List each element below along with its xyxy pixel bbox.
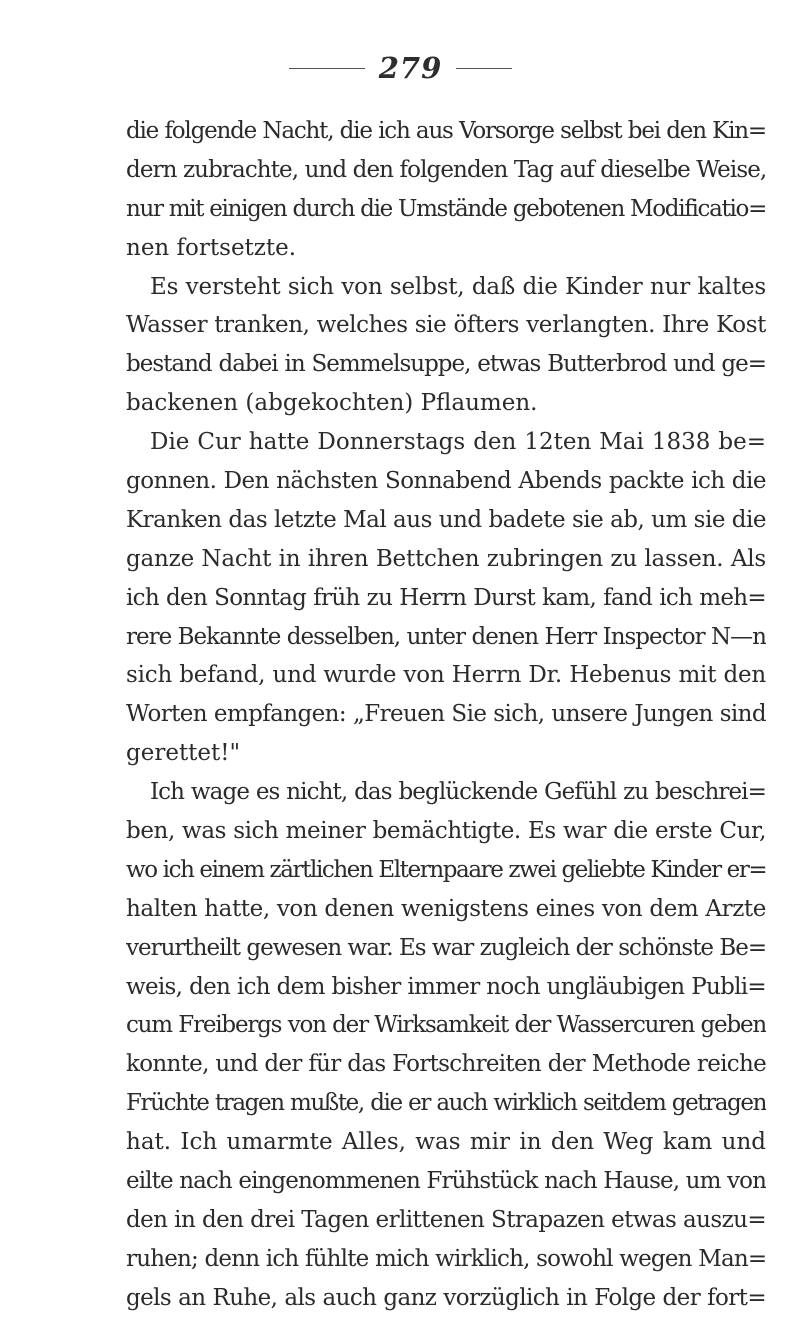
- text-line: den in den drei Tagen erlittenen Strapazen etwas auszu=: [126, 1206, 766, 1233]
- text-line: rere Bekannte desselben, unter denen Herr Inspector N—n: [126, 623, 766, 650]
- text-line: die folgende Nacht, die ich aus Vorsorge selbst bei den Kin=: [126, 118, 766, 144]
- text-line: backenen (abgekochten) Pflaumen.: [126, 390, 538, 417]
- text-line: halten hatte, von denen wenigstens eines von dem Arzte: [126, 895, 766, 922]
- text-line: sich befand, und wurde von Herrn Dr. Hebenus mit den: [126, 662, 766, 689]
- text-line: ich den Sonntag früh zu Herrn Durst kam, fand ich meh=: [126, 584, 766, 611]
- header-rule-left: [289, 68, 365, 69]
- text-line: cum Freibergs von der Wirksamkeit der Wassercuren geben: [126, 1012, 766, 1039]
- text-line: eilte nach eingenommenen Frühstück nach Hause, um von: [126, 1168, 766, 1195]
- text-line: wo ich einem zärtlichen Elternpaare zwei geliebte Kinder er=: [126, 856, 766, 883]
- text-line: Die Cur hatte Donnerstags den 12ten Mai 1838 be=: [150, 429, 766, 456]
- text-line: ben, was sich meiner bemächtigte. Es war die erste Cur,: [126, 818, 766, 845]
- text-line: Früchte tragen mußte, die er auch wirklich seitdem getragen: [126, 1090, 766, 1117]
- text-line: nen fortsetzte.: [126, 234, 297, 261]
- header-rule-right: [456, 68, 512, 69]
- text-line: hat. Ich umarmte Alles, was mir in den Weg kam und: [126, 1129, 766, 1156]
- text-line: Ich wage es nicht, das beglückende Gefühl zu beschrei=: [150, 779, 766, 806]
- text-line: bestand dabei in Semmelsuppe, etwas Butterbrod und ge=: [126, 351, 766, 378]
- text-line: gonnen. Den nächsten Sonnabend Abends packte ich die: [126, 468, 766, 495]
- text-line: dern zubrachte, und den folgenden Tag auf dieselbe Weise,: [126, 156, 766, 183]
- text-line: verurtheilt gewesen war. Es war zugleich der schönste Be=: [126, 934, 766, 961]
- text-line: Worten empfangen: „Freuen Sie sich, unsere Jungen sind: [126, 701, 766, 728]
- page-header: [0, 48, 801, 88]
- text-line: ruhen; denn ich fühlte mich wirklich, sowohl wegen Man=: [126, 1245, 766, 1272]
- text-line: weis, den ich dem bisher immer noch ungläubigen Publi=: [126, 973, 766, 1000]
- text-line: Kranken das letzte Mal aus und badete sie ab, um sie die: [126, 506, 766, 533]
- text-line: gerettet!": [126, 740, 241, 767]
- text-line: Es versteht sich von selbst, daß die Kinder nur kaltes: [150, 273, 766, 300]
- text-line: ganze Nacht in ihren Bettchen zubringen zu lassen. Als: [126, 545, 766, 572]
- page-number: 279: [378, 51, 443, 85]
- text-line: konnte, und der für das Fortschreiten der Methode reiche: [126, 1051, 766, 1078]
- text-line: nur mit einigen durch die Umstände gebotenen Modificatio=: [126, 195, 766, 222]
- text-line: Wasser tranken, welches sie öfters verlangten. Ihre Kost: [126, 312, 766, 339]
- text-line: gels an Ruhe, als auch ganz vorzüglich in Folge der fort=: [126, 1284, 766, 1311]
- body-text: [126, 112, 766, 1318]
